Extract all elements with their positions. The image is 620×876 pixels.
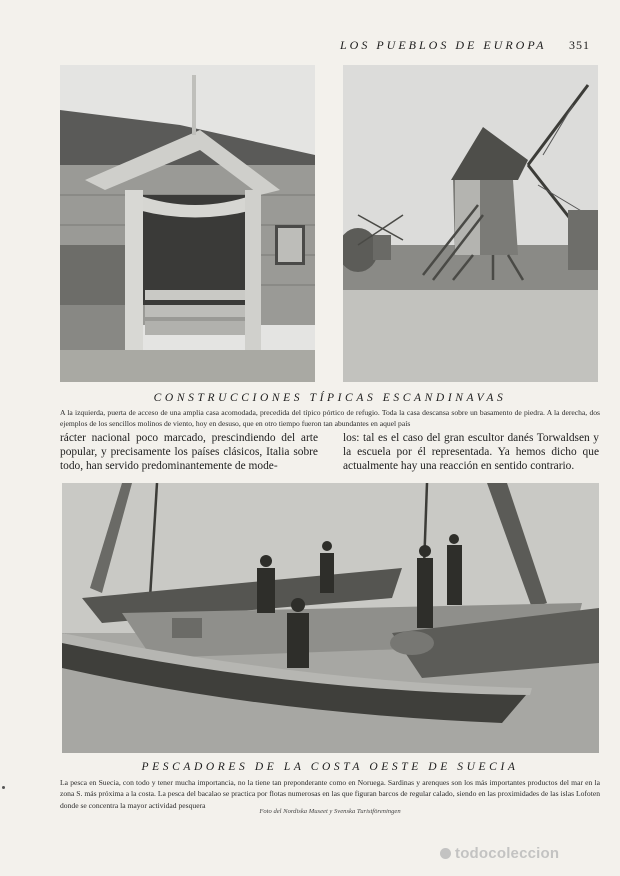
photo-fishermen xyxy=(62,483,599,753)
figure-title-scandinavian: CONSTRUCCIONES TÍPICAS ESCANDINAVAS xyxy=(153,392,507,404)
margin-mark xyxy=(2,786,5,789)
running-head-title: LOS PUEBLOS DE EUROPA xyxy=(340,38,547,52)
body-column-left xyxy=(60,432,318,474)
watermark xyxy=(440,845,559,862)
figure-caption-fishermen: La pesca en Suecia, con todo y tener mucha importancia, no la tiene tan preponderante como en Noruega. Sardinas y arenques son los más importantes productos del mar en la zona S. más próxima a la costa. La pesca del bacalao se practica por flotas numerosas en las que figuran barcos de regular calado, siendo en las proximidades de las islas Lofoten donde se concentra la mayor actividad pesquera xyxy=(60,778,600,810)
photo-windmills xyxy=(343,65,598,382)
watermark-text: todocoleccion xyxy=(455,845,560,862)
figure-title-fishermen: PESCADORES DE LA COSTA OESTE DE SUECIA xyxy=(141,761,519,773)
page-number: 351 xyxy=(569,38,590,52)
body-column-right xyxy=(343,432,599,474)
photo-house-porch xyxy=(60,65,315,382)
body-text-right: los: tal es el caso del gran escultor danés Torwaldsen y la escuela por él representada. Ya hemos dicho que actualmente hay una reacción en sentido contrario. xyxy=(343,432,599,472)
photo-credit: Foto del Nordiska Museet y Svenska Turistföreningen xyxy=(259,808,401,815)
circle-logo-icon xyxy=(440,848,451,859)
body-text-left: rácter nacional poco marcado, prescindiendo del arte popular, y precisamente los países clásicos, Italia sobre todo, han servido predominantemente de mode- xyxy=(60,432,318,472)
running-head xyxy=(340,38,590,53)
figure-caption-scandinavian: A la izquierda, puerta de acceso de una amplia casa acomodada, precedida del típico pórtico de refugio. Toda la casa descansa sobre un basamento de piedra. A la derecha, dos ejemplos de los sencillos molinos de viento, hoy en desuso, que en otro tiempo fueron tan abundantes en aquel país xyxy=(60,408,600,429)
